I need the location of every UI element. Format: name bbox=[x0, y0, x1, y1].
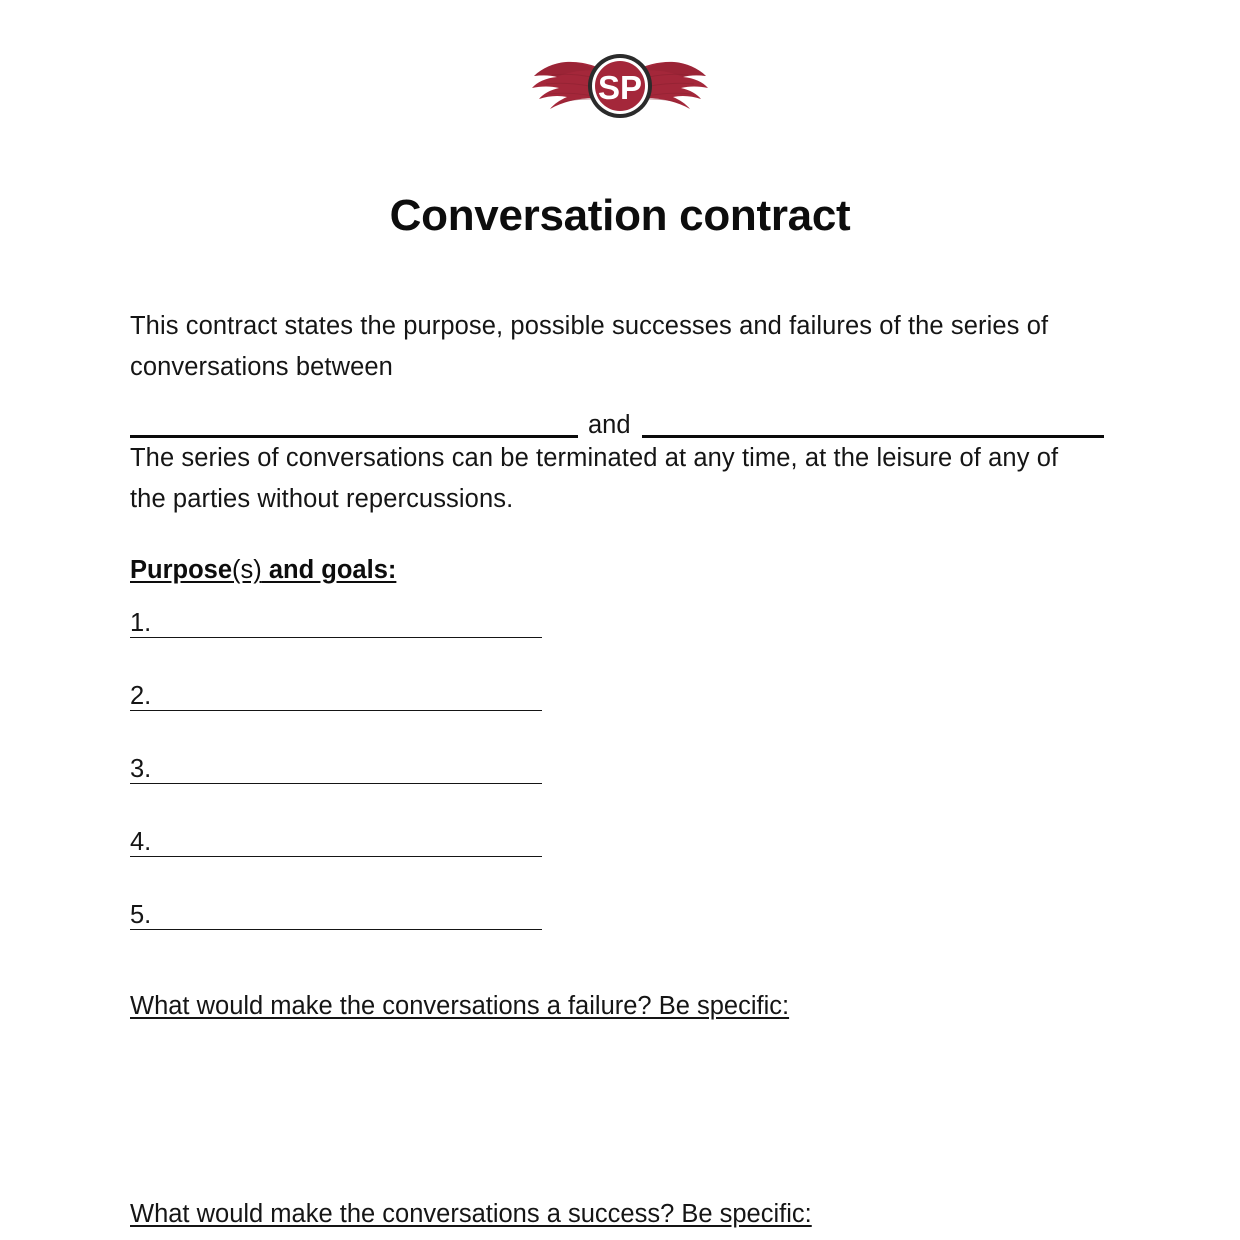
list-item bbox=[130, 677, 1110, 711]
document-body bbox=[130, 306, 1110, 1231]
intro-paragraph: This contract states the purpose, possible successes and failures of the series of conversations between bbox=[130, 312, 1049, 381]
list-item-number: 1. bbox=[130, 609, 152, 637]
goal-input-line-3[interactable] bbox=[152, 763, 542, 784]
termination-clause-paragraph: The series of conversations can be terminated at any time, at the leisure of any of the parties without repercussions. bbox=[130, 444, 1059, 513]
party-one-field[interactable] bbox=[130, 409, 578, 438]
sp-winged-logo-icon bbox=[532, 51, 708, 121]
and-conjunction-label: and bbox=[588, 411, 631, 439]
purpose-section-heading bbox=[130, 554, 396, 586]
purpose-heading-part-three: and goals: bbox=[261, 556, 397, 584]
page-title: Conversation contract bbox=[389, 191, 851, 241]
logo-monogram-text: SP bbox=[597, 69, 643, 106]
list-item bbox=[130, 823, 1110, 857]
list-item bbox=[130, 750, 1110, 784]
list-item-number: 4. bbox=[130, 828, 152, 856]
purpose-heading-part-one: Purpose bbox=[130, 556, 233, 584]
party-names-row bbox=[130, 404, 1110, 438]
list-item-number: 5. bbox=[130, 901, 152, 929]
goal-input-line-1[interactable] bbox=[152, 617, 542, 638]
party-two-field[interactable] bbox=[642, 409, 1104, 438]
brand-logo bbox=[0, 48, 1240, 124]
goal-input-line-4[interactable] bbox=[152, 836, 542, 857]
goal-input-line-5[interactable] bbox=[152, 909, 542, 930]
purpose-goals-list bbox=[130, 604, 1110, 930]
failure-answer-area[interactable] bbox=[130, 1023, 1110, 1197]
goal-input-line-2[interactable] bbox=[152, 690, 542, 711]
list-item bbox=[130, 604, 1110, 638]
failure-question-label: What would make the conversations a failure? Be specific: bbox=[130, 992, 790, 1020]
list-item bbox=[130, 896, 1110, 930]
list-item-number: 2. bbox=[130, 682, 152, 710]
success-question-label: What would make the conversations a success? Be specific: bbox=[130, 1200, 812, 1228]
purpose-heading-plural-suffix: (s) bbox=[232, 556, 262, 584]
list-item-number: 3. bbox=[130, 755, 152, 783]
